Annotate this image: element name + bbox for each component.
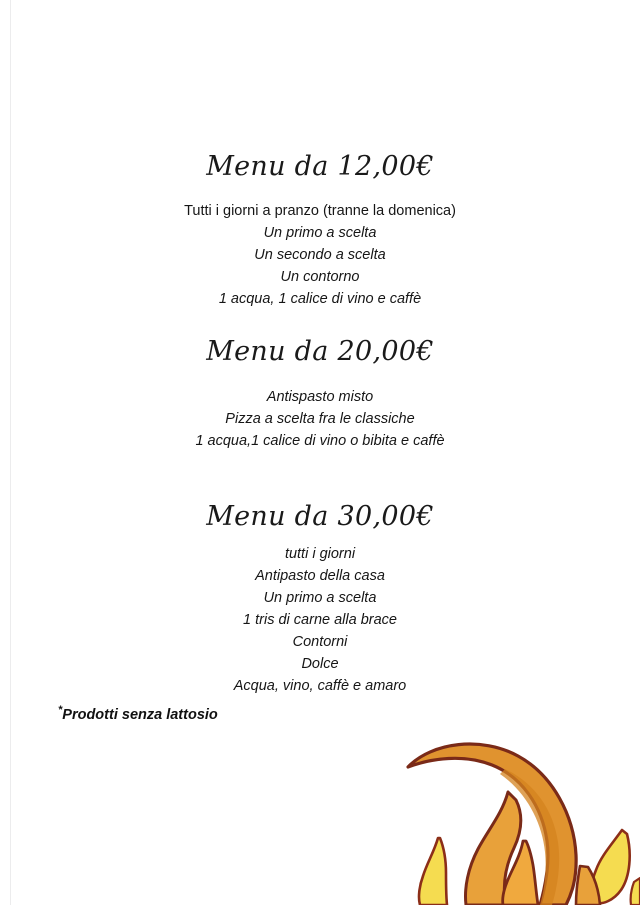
flame-tongue-yellow-right <box>591 830 629 903</box>
flame-tongue-tall <box>466 792 521 905</box>
menu-line: Antispasto misto <box>266 389 374 405</box>
flame-tongue-medium <box>503 841 538 905</box>
menu-line: Contorni <box>292 634 348 650</box>
menu-line: Tutti i giorni a pranzo (tranne la domenica) <box>184 203 456 219</box>
menu-section <box>0 502 640 532</box>
menu-line: Dolce <box>301 656 339 672</box>
menu-line: 1 acqua, 1 calice di vino e caffè <box>218 291 422 307</box>
section-line-list <box>0 386 640 452</box>
menu-section <box>0 152 640 182</box>
footnote <box>58 700 218 725</box>
footnote-text: Prodotti senza lattosio <box>62 707 218 723</box>
flame-tongue-yellow-edge <box>631 878 640 905</box>
menu-line: Un contorno <box>280 269 360 285</box>
menu-line: 1 tris di carne alla brace <box>243 612 397 628</box>
flame-illustration <box>390 730 640 905</box>
menu-line: tutti i giorni <box>284 546 356 562</box>
menu-line: Antipasto della casa <box>255 568 385 584</box>
section-line-list <box>0 543 640 697</box>
menu-line: Acqua, vino, caffè e amaro <box>233 678 407 694</box>
menu-section <box>0 337 640 367</box>
menu-line: Pizza a scelta fra le classiche <box>225 411 415 427</box>
section-heading: Menu da 20,00€ <box>206 336 434 367</box>
flame-tongue-yellow-left <box>419 838 447 905</box>
section-line-list <box>0 200 640 310</box>
section-heading: Menu da 30,00€ <box>206 501 434 532</box>
section-heading: Menu da 12,00€ <box>206 151 434 182</box>
footnote-asterisk: * <box>58 704 63 716</box>
flame-tongue-orange-right <box>576 866 600 905</box>
flame-main-arc-shading <box>500 769 559 905</box>
menu-line: Un primo a scelta <box>263 225 377 241</box>
menu-line: Un primo a scelta <box>263 590 377 606</box>
flame-main-arc <box>408 744 576 905</box>
menu-line: Un secondo a scelta <box>254 247 386 263</box>
page-left-rule <box>10 0 11 905</box>
menu-line: 1 acqua,1 calice di vino o bibita e caffè <box>195 433 445 449</box>
